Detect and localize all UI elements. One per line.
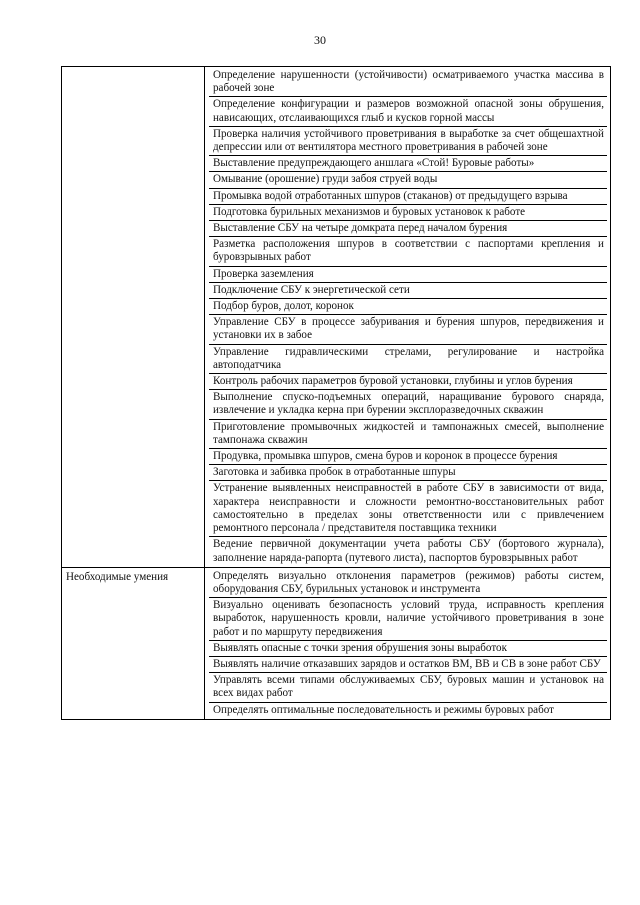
section-items-cell xyxy=(205,567,611,719)
list-item: Выставление предупреждающего аншлага «Стой! Буровые работы» xyxy=(209,156,607,172)
list-item: Проверка заземления xyxy=(209,267,607,283)
list-item: Контроль рабочих параметров буровой установки, глубины и углов бурения xyxy=(209,374,607,390)
table-row xyxy=(62,567,611,719)
section-items-cell xyxy=(205,67,611,568)
list-item: Промывка водой отработанных шпуров (стаканов) от предыдущего взрыва xyxy=(209,189,607,205)
list-item: Выявлять опасные с точки зрения обрушения зоны выработок xyxy=(209,641,607,657)
section-label: Необходимые умения xyxy=(66,570,169,583)
list-item: Подготовка бурильных механизмов и буровых установок к работе xyxy=(209,205,607,221)
list-item: Проверка наличия устойчивого проветривания в выработке за счет общешахтной депрессии или от вентилятора местного проветривания в рабочей зоне xyxy=(209,127,607,156)
page-number: 30 xyxy=(314,33,326,47)
list-item: Разметка расположения шпуров в соответствии с паспортами крепления и буровзрывных работ xyxy=(209,237,607,266)
list-item: Управление гидравлическими стрелами, регулирование и настройка автоподатчика xyxy=(209,345,607,374)
list-item: Определение нарушенности (устойчивости) осматриваемого участка массива в рабочей зоне xyxy=(209,68,607,97)
list-item: Визуально оценивать безопасность условий труда, исправность крепления выработок, нарушенность кровли, наличие устойчивого проветривания в зоне работ и по маршруту передвижения xyxy=(209,598,607,641)
list-item: Определять визуально отклонения параметров (режимов) работы систем, оборудования СБУ, бурильных установок и инструмента xyxy=(209,569,607,598)
list-item: Подбор буров, долот, коронок xyxy=(209,299,607,315)
list-item: Выявлять наличие отказавших зарядов и остатков ВМ, ВВ и СВ в зоне работ СБУ xyxy=(209,657,607,673)
list-item: Приготовление промывочных жидкостей и тампонажных смесей, выполнение тампонажа скважин xyxy=(209,420,607,449)
list-item: Определение конфигурации и размеров возможной опасной зоны обрушения, нависающих, отслаивающихся глыб и кусков горной массы xyxy=(209,97,607,126)
section-label-cell xyxy=(62,567,205,719)
list-item: Управлять всеми типами обслуживаемых СБУ, буровых машин и установок на всех видах работ xyxy=(209,673,607,702)
list-item: Продувка, промывка шпуров, смена буров и коронок в процессе бурения xyxy=(209,449,607,465)
competency-table xyxy=(61,66,611,720)
section-label xyxy=(66,68,201,70)
list-item: Подключение СБУ к энергетической сети xyxy=(209,283,607,299)
section-label-cell xyxy=(62,67,205,568)
list-item: Управление СБУ в процессе забуривания и бурения шпуров, передвижения и установки их в забое xyxy=(209,315,607,344)
list-item: Ведение первичной документации учета работы СБУ (бортового журнала), заполнение наряда-рапорта (путевого листа), паспортов буровзрывных работ xyxy=(213,538,604,564)
list-item: Определять оптимальные последовательность и режимы буровых работ xyxy=(213,703,554,716)
list-item: Заготовка и забивка пробок в отработанные шпуры xyxy=(209,465,607,481)
list-item: Выставление СБУ на четыре домкрата перед началом бурения xyxy=(209,221,607,237)
list-item: Устранение выявленных неисправностей в работе СБУ в зависимости от вида, характера неисправности и сложности ремонтно-восстановительных работ самостоятельно в пределах зоны ответственности или с привлечением ремонтного персонала / представителя поставщика техники xyxy=(209,481,607,537)
table-body xyxy=(62,67,611,720)
list-item: Омывание (орошение) груди забоя струей воды xyxy=(209,172,607,188)
table-row xyxy=(62,67,611,568)
list-item: Выполнение спуско-подъемных операций, наращивание бурового снаряда, извлечение и укладка керна при бурении эксплоразведочных скважин xyxy=(209,390,607,419)
